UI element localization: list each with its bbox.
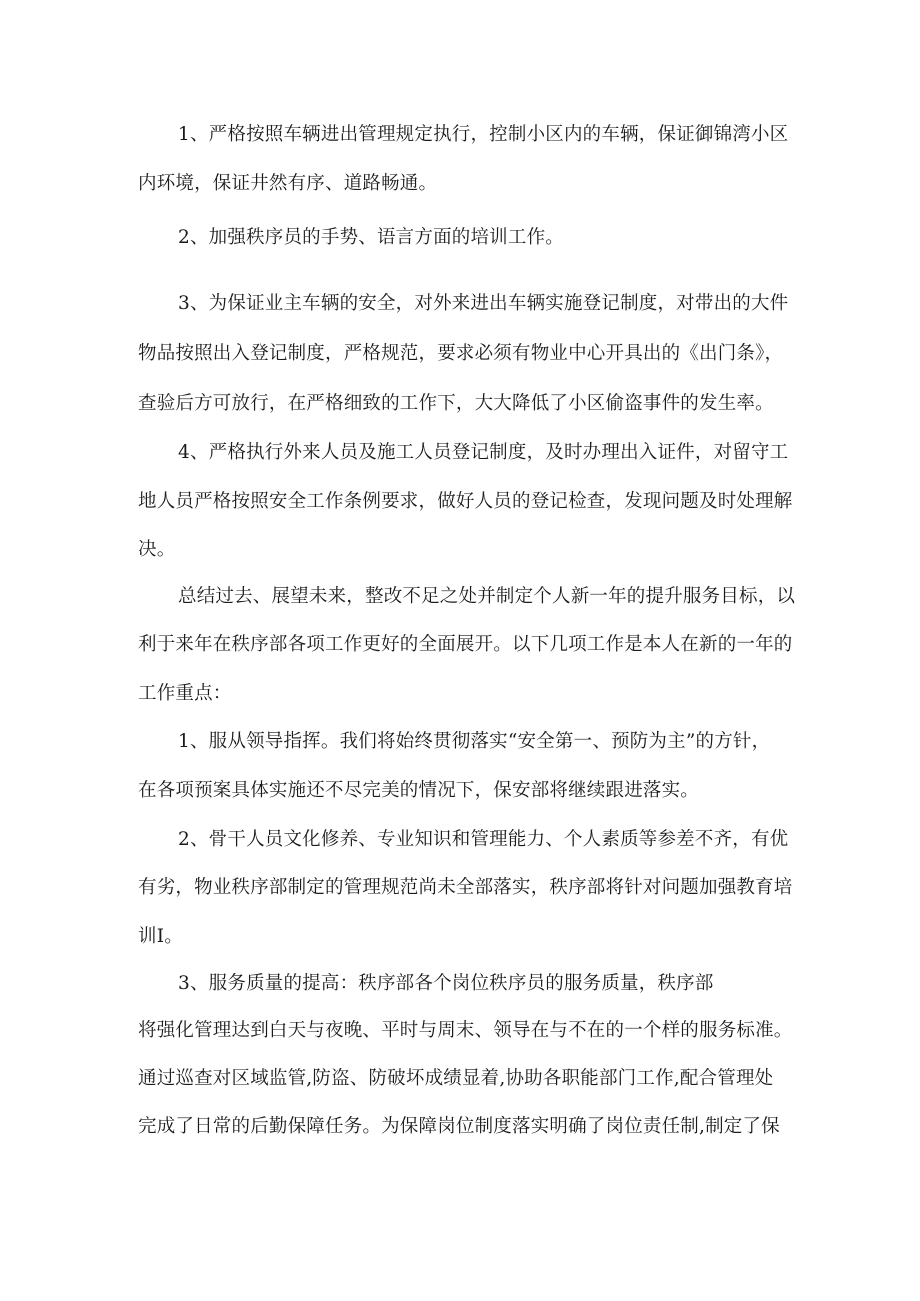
paragraph-8-line-1: 3、服务质量的提高：秩序部各个岗位秩序员的服务质量，秩序部	[178, 973, 714, 994]
paragraph-3-line-3: 查验后方可放行，在严格细致的工作下，大大降低了小区偷盗事件的发生率。	[138, 393, 774, 414]
paragraph-2-line-1: 2、加强秩序员的手势、语言方面的培训工作。	[178, 227, 564, 248]
paragraph-7-line-3: 训I。	[138, 926, 183, 947]
paragraph-4-line-3: 决。	[138, 539, 176, 560]
paragraph-5-line-1: 总结过去、展望未来，整改不足之处并制定个人新一年的提升服务目标，以	[178, 586, 796, 607]
paragraph-3-line-1: 3、为保证业主车辆的安全，对外来进出车辆实施登记制度，对带出的大件	[178, 293, 789, 314]
paragraph-5-line-2: 利于来年在秩序部各项工作更好的全面展开。以下几项工作是本人在新的一年的	[138, 634, 793, 655]
paragraph-1-line-2: 内环境，保证井然有序、道路畅通。	[138, 173, 438, 194]
paragraph-8-line-2: 将强化管理达到白天与夜晚、平时与周末、领导在与不在的一个样的服务标准。	[138, 1020, 793, 1041]
paragraph-4-line-2: 地人员严格按照安全工作条例要求，做好人员的登记检查，发现问题及时处理解	[138, 491, 793, 512]
paragraph-8-line-4: 完成了日常的后勤保障任务。为保障岗位制度落实明确了岗位责任制,制定了保	[138, 1116, 780, 1137]
paragraph-7-line-1: 2、骨干人员文化修养、专业知识和管理能力、个人素质等参差不齐，有优	[178, 829, 789, 850]
paragraph-6-line-1: 1、服从领导指挥。我们将始终贯彻落实“安全第一、预防为主”的方针，	[178, 731, 771, 752]
paragraph-3-line-2: 物品按照出入登记制度，严格规范，要求必须有物业中心开具出的《出门条》，	[138, 343, 784, 364]
paragraph-1-line-1: 1、严格按照车辆进出管理规定执行，控制小区内的车辆，保证御锦湾小区	[178, 124, 789, 145]
paragraph-7-line-2: 有劣，物业秩序部制定的管理规范尚未全部落实，秩序部将针对问题加强教育培	[138, 877, 793, 898]
paragraph-5-line-3: 工作重点：	[138, 683, 232, 704]
paragraph-6-line-2: 在各项预案具体实施还不尽完美的情况下，保安部将继续跟进落实。	[138, 780, 700, 801]
paragraph-8-line-3: 通过巡查对区域监管,防盗、防破坏成绩显着,协助各职能部门工作,配合管理处	[138, 1068, 774, 1089]
paragraph-4-line-1: 4、严格执行外来人员及施工人员登记制度，及时办理出入证件，对留守工	[178, 442, 789, 463]
